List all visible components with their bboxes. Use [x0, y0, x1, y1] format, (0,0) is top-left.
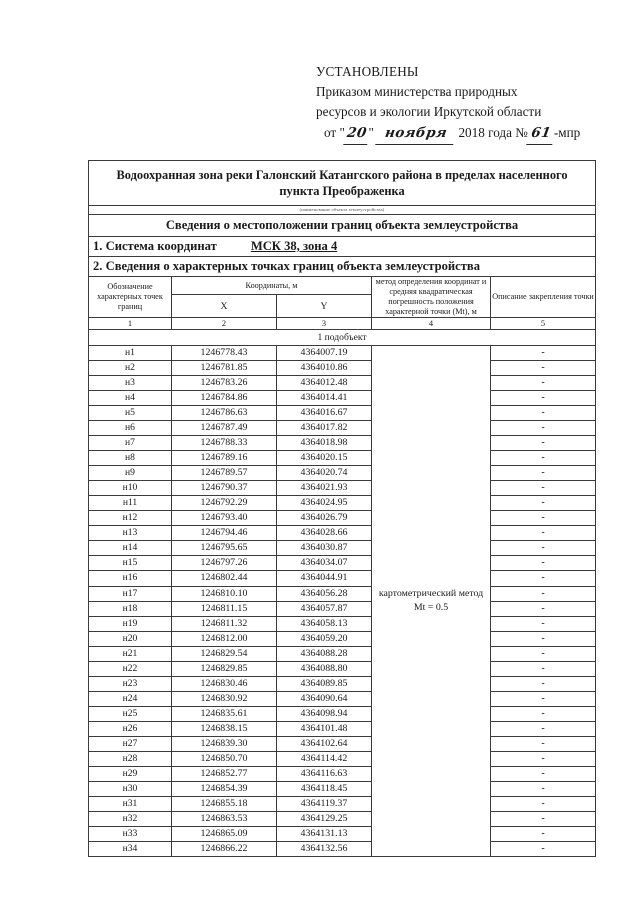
coordinate-y-cell: 4364088.28	[277, 646, 372, 661]
coordinate-y-cell: 4364131.13	[277, 827, 372, 842]
point-designation-cell: н29	[89, 767, 172, 782]
table-row	[89, 842, 596, 857]
point-designation-cell: н28	[89, 752, 172, 767]
table-row	[89, 390, 596, 405]
coordinate-y-cell: 4364057.87	[277, 601, 372, 616]
table-row	[89, 375, 596, 390]
description-cell: -	[491, 526, 596, 541]
date-quote-close: "	[368, 125, 374, 141]
coordinate-rows-body	[89, 345, 596, 857]
description-cell: -	[491, 466, 596, 481]
coordinate-x-cell: 1246829.54	[172, 646, 277, 661]
coordinate-y-cell: 4364059.20	[277, 631, 372, 646]
description-cell: -	[491, 586, 596, 601]
coordinate-x-cell: 1246789.16	[172, 451, 277, 466]
description-cell: -	[491, 736, 596, 751]
coordinate-x-cell: 1246788.33	[172, 436, 277, 451]
coordinate-x-cell: 1246830.92	[172, 691, 277, 706]
coordinate-system-cell	[89, 236, 596, 256]
description-cell: -	[491, 420, 596, 435]
description-cell: -	[491, 661, 596, 676]
point-designation-cell: н15	[89, 556, 172, 571]
description-cell: -	[491, 481, 596, 496]
table-row	[89, 511, 596, 526]
description-cell: -	[491, 782, 596, 797]
coordinate-x-cell: 1246792.29	[172, 496, 277, 511]
description-cell: -	[491, 812, 596, 827]
coordinate-x-cell: 1246789.57	[172, 466, 277, 481]
point-designation-cell: н32	[89, 812, 172, 827]
table-row	[89, 767, 596, 782]
description-cell: -	[491, 616, 596, 631]
description-cell: -	[491, 631, 596, 646]
section-heading-row	[89, 214, 596, 236]
table-row	[89, 616, 596, 631]
point-designation-cell: н20	[89, 631, 172, 646]
description-cell: -	[491, 451, 596, 466]
coordinate-x-cell: 1246787.49	[172, 420, 277, 435]
description-cell: -	[491, 360, 596, 375]
coordinate-x-cell: 1246854.39	[172, 782, 277, 797]
point-designation-cell: н26	[89, 721, 172, 736]
coordinate-x-cell: 1246829.85	[172, 661, 277, 676]
table-row	[89, 797, 596, 812]
coordinate-x-cell: 1246863.53	[172, 812, 277, 827]
description-cell: -	[491, 676, 596, 691]
coordinate-y-cell: 4364030.87	[277, 541, 372, 556]
description-cell: -	[491, 752, 596, 767]
point-designation-cell: н14	[89, 541, 172, 556]
coordinate-x-cell: 1246835.61	[172, 706, 277, 721]
description-cell: -	[491, 436, 596, 451]
coordinate-y-cell: 4364089.85	[277, 676, 372, 691]
coordinate-x-cell: 1246850.70	[172, 752, 277, 767]
approval-title: УСТАНОВЛЕНЫ	[316, 64, 419, 79]
table-row	[89, 812, 596, 827]
coordinate-x-cell: 1246830.46	[172, 676, 277, 691]
description-cell: -	[491, 797, 596, 812]
description-cell: -	[491, 541, 596, 556]
description-cell: -	[491, 706, 596, 721]
description-cell: -	[491, 345, 596, 360]
coordinate-y-cell: 4364021.93	[277, 481, 372, 496]
point-designation-cell: н1	[89, 345, 172, 360]
coordinate-x-cell: 1246790.37	[172, 481, 277, 496]
table-row	[89, 706, 596, 721]
date-suffix: -мпр	[553, 125, 581, 141]
table-row	[89, 827, 596, 842]
description-cell: -	[491, 511, 596, 526]
coordinate-y-cell: 4364020.74	[277, 466, 372, 481]
section-heading: Сведения о местоположении границ объекта землеустройства	[89, 214, 596, 236]
table-row	[89, 345, 596, 360]
coordinate-x-cell: 1246795.65	[172, 541, 277, 556]
coordinate-y-cell: 4364024.95	[277, 496, 372, 511]
description-cell: -	[491, 827, 596, 842]
subobject-row	[89, 329, 596, 345]
coordinate-x-cell: 1246866.22	[172, 842, 277, 857]
points-heading: 2. Сведения о характерных точках границ объекта землеустройства	[89, 256, 596, 276]
description-cell: -	[491, 571, 596, 586]
coordinate-x-cell: 1246811.15	[172, 601, 277, 616]
column-number-row	[89, 317, 596, 329]
table-row	[89, 436, 596, 451]
point-designation-cell: н2	[89, 360, 172, 375]
table-row	[89, 466, 596, 481]
coordinate-y-cell: 4364132.56	[277, 842, 372, 857]
coordinate-y-cell: 4364034.07	[277, 556, 372, 571]
point-designation-cell: н6	[89, 420, 172, 435]
coordinate-y-cell: 4364119.37	[277, 797, 372, 812]
coordinate-x-cell: 1246802.44	[172, 571, 277, 586]
table-row	[89, 782, 596, 797]
coordinate-y-cell: 4364016.67	[277, 405, 372, 420]
header-x: X	[172, 295, 277, 317]
description-cell: -	[491, 842, 596, 857]
point-designation-cell: н8	[89, 451, 172, 466]
coordinate-x-cell: 1246810.10	[172, 586, 277, 601]
coordinate-x-cell: 1246784.86	[172, 390, 277, 405]
approval-line-2: Приказом министерства природных	[316, 84, 518, 100]
table-row	[89, 752, 596, 767]
table-row	[89, 631, 596, 646]
table-row	[89, 420, 596, 435]
point-designation-cell: н5	[89, 405, 172, 420]
description-cell: -	[491, 375, 596, 390]
handwritten-month: ноября	[375, 123, 456, 145]
coordinate-y-cell: 4364014.41	[277, 390, 372, 405]
coordinate-x-cell: 1246839.30	[172, 736, 277, 751]
table-row	[89, 481, 596, 496]
coordinate-x-cell: 1246783.26	[172, 375, 277, 390]
point-designation-cell: н19	[89, 616, 172, 631]
date-prefix: от "	[324, 125, 345, 141]
description-cell: -	[491, 556, 596, 571]
coordinate-y-cell: 4364116.63	[277, 767, 372, 782]
approval-header	[316, 62, 616, 145]
table-header-row-1	[89, 276, 596, 295]
coordinate-y-cell: 4364007.19	[277, 345, 372, 360]
table-row	[89, 601, 596, 616]
points-heading-row	[89, 256, 596, 276]
object-title-row	[89, 161, 596, 206]
method-cell: картометрический метод Mt = 0.5	[372, 345, 491, 857]
point-designation-cell: н30	[89, 782, 172, 797]
coordinate-x-cell: 1246865.09	[172, 827, 277, 842]
approval-date-line	[316, 123, 616, 145]
table-row	[89, 526, 596, 541]
coordinate-system-label: 1. Система координат	[93, 238, 217, 253]
header-method: метод определения координат и средняя квадратическая погрешность положения характерной точки (Mt), м	[372, 276, 491, 317]
description-cell: -	[491, 767, 596, 782]
description-cell: -	[491, 496, 596, 511]
handwritten-order-number: 61	[526, 123, 555, 145]
coordinate-x-cell: 1246797.26	[172, 556, 277, 571]
coordinate-y-cell: 4364017.82	[277, 420, 372, 435]
point-designation-cell: н22	[89, 661, 172, 676]
table-row	[89, 405, 596, 420]
description-cell: -	[491, 721, 596, 736]
subobject-label: 1 подобъект	[89, 329, 596, 345]
coordinate-y-cell: 4364020.15	[277, 451, 372, 466]
point-designation-cell: н27	[89, 736, 172, 751]
coordinate-y-cell: 4364129.25	[277, 812, 372, 827]
point-designation-cell: н18	[89, 601, 172, 616]
coordinate-x-cell: 1246794.46	[172, 526, 277, 541]
point-designation-cell: н33	[89, 827, 172, 842]
description-cell: -	[491, 646, 596, 661]
coordinate-y-cell: 4364118.45	[277, 782, 372, 797]
header-coordinates: Координаты, м	[172, 276, 372, 295]
table-row	[89, 676, 596, 691]
description-cell: -	[491, 601, 596, 616]
description-cell: -	[491, 390, 596, 405]
point-designation-cell: н24	[89, 691, 172, 706]
coordinate-y-cell: 4364101.48	[277, 721, 372, 736]
land-survey-table	[88, 160, 596, 857]
header-y: Y	[277, 295, 372, 317]
coordinate-y-cell: 4364114.42	[277, 752, 372, 767]
column-number-5: 5	[491, 317, 596, 329]
coordinate-y-cell: 4364012.48	[277, 375, 372, 390]
coordinate-x-cell: 1246855.18	[172, 797, 277, 812]
date-year-label: 2018 года №	[458, 125, 528, 141]
table-row	[89, 661, 596, 676]
point-designation-cell: н23	[89, 676, 172, 691]
object-caption: (наименование объекта землеустройства)	[89, 205, 596, 214]
header-point-designation: Обозначение характерных точек границ	[89, 276, 172, 317]
point-designation-cell: н17	[89, 586, 172, 601]
point-designation-cell: н16	[89, 571, 172, 586]
table-row	[89, 541, 596, 556]
point-designation-cell: н31	[89, 797, 172, 812]
coordinate-y-cell: 4364090.64	[277, 691, 372, 706]
coordinate-y-cell: 4364058.13	[277, 616, 372, 631]
coordinate-system-row	[89, 236, 596, 256]
handwritten-day: 20	[343, 123, 370, 145]
coordinate-x-cell: 1246812.00	[172, 631, 277, 646]
table-row	[89, 721, 596, 736]
point-designation-cell: н21	[89, 646, 172, 661]
coordinate-y-cell: 4364098.94	[277, 706, 372, 721]
coordinate-x-cell: 1246811.32	[172, 616, 277, 631]
point-designation-cell: н9	[89, 466, 172, 481]
coordinate-y-cell: 4364056.28	[277, 586, 372, 601]
coordinate-x-cell: 1246781.85	[172, 360, 277, 375]
coordinate-y-cell: 4364010.86	[277, 360, 372, 375]
coordinate-x-cell: 1246793.40	[172, 511, 277, 526]
coordinate-y-cell: 4364102.64	[277, 736, 372, 751]
coordinate-x-cell: 1246786.63	[172, 405, 277, 420]
description-cell: -	[491, 691, 596, 706]
table-row	[89, 571, 596, 586]
header-description: Описание закрепления точки	[491, 276, 596, 317]
point-designation-cell: н11	[89, 496, 172, 511]
column-number-3: 3	[277, 317, 372, 329]
coordinate-y-cell: 4364044.91	[277, 571, 372, 586]
coordinate-y-cell: 4364028.66	[277, 526, 372, 541]
point-designation-cell: н13	[89, 526, 172, 541]
table-row	[89, 451, 596, 466]
column-number-2: 2	[172, 317, 277, 329]
coordinate-x-cell: 1246838.15	[172, 721, 277, 736]
object-title: Водоохранная зона реки Галонский Катангского района в пределах населенного пункта Преображенка	[89, 161, 596, 206]
table-row	[89, 496, 596, 511]
coordinate-x-cell: 1246852.77	[172, 767, 277, 782]
table-row	[89, 646, 596, 661]
point-designation-cell: н25	[89, 706, 172, 721]
coordinate-y-cell: 4364026.79	[277, 511, 372, 526]
point-designation-cell: н4	[89, 390, 172, 405]
approval-line-3: ресурсов и экологии Иркутской области	[316, 104, 542, 120]
coordinate-system-value: МСК 38, зона 4	[250, 238, 338, 253]
table-row	[89, 360, 596, 375]
point-designation-cell: н34	[89, 842, 172, 857]
coordinate-x-cell: 1246778.43	[172, 345, 277, 360]
coordinate-y-cell: 4364088.80	[277, 661, 372, 676]
table-row	[89, 736, 596, 751]
point-designation-cell: н7	[89, 436, 172, 451]
point-designation-cell: н3	[89, 375, 172, 390]
object-caption-row	[89, 205, 596, 214]
column-number-4: 4	[372, 317, 491, 329]
point-designation-cell: н10	[89, 481, 172, 496]
table-row	[89, 586, 596, 601]
description-cell: -	[491, 405, 596, 420]
table-row	[89, 691, 596, 706]
column-number-1: 1	[89, 317, 172, 329]
coordinate-y-cell: 4364018.98	[277, 436, 372, 451]
point-designation-cell: н12	[89, 511, 172, 526]
table-row	[89, 556, 596, 571]
